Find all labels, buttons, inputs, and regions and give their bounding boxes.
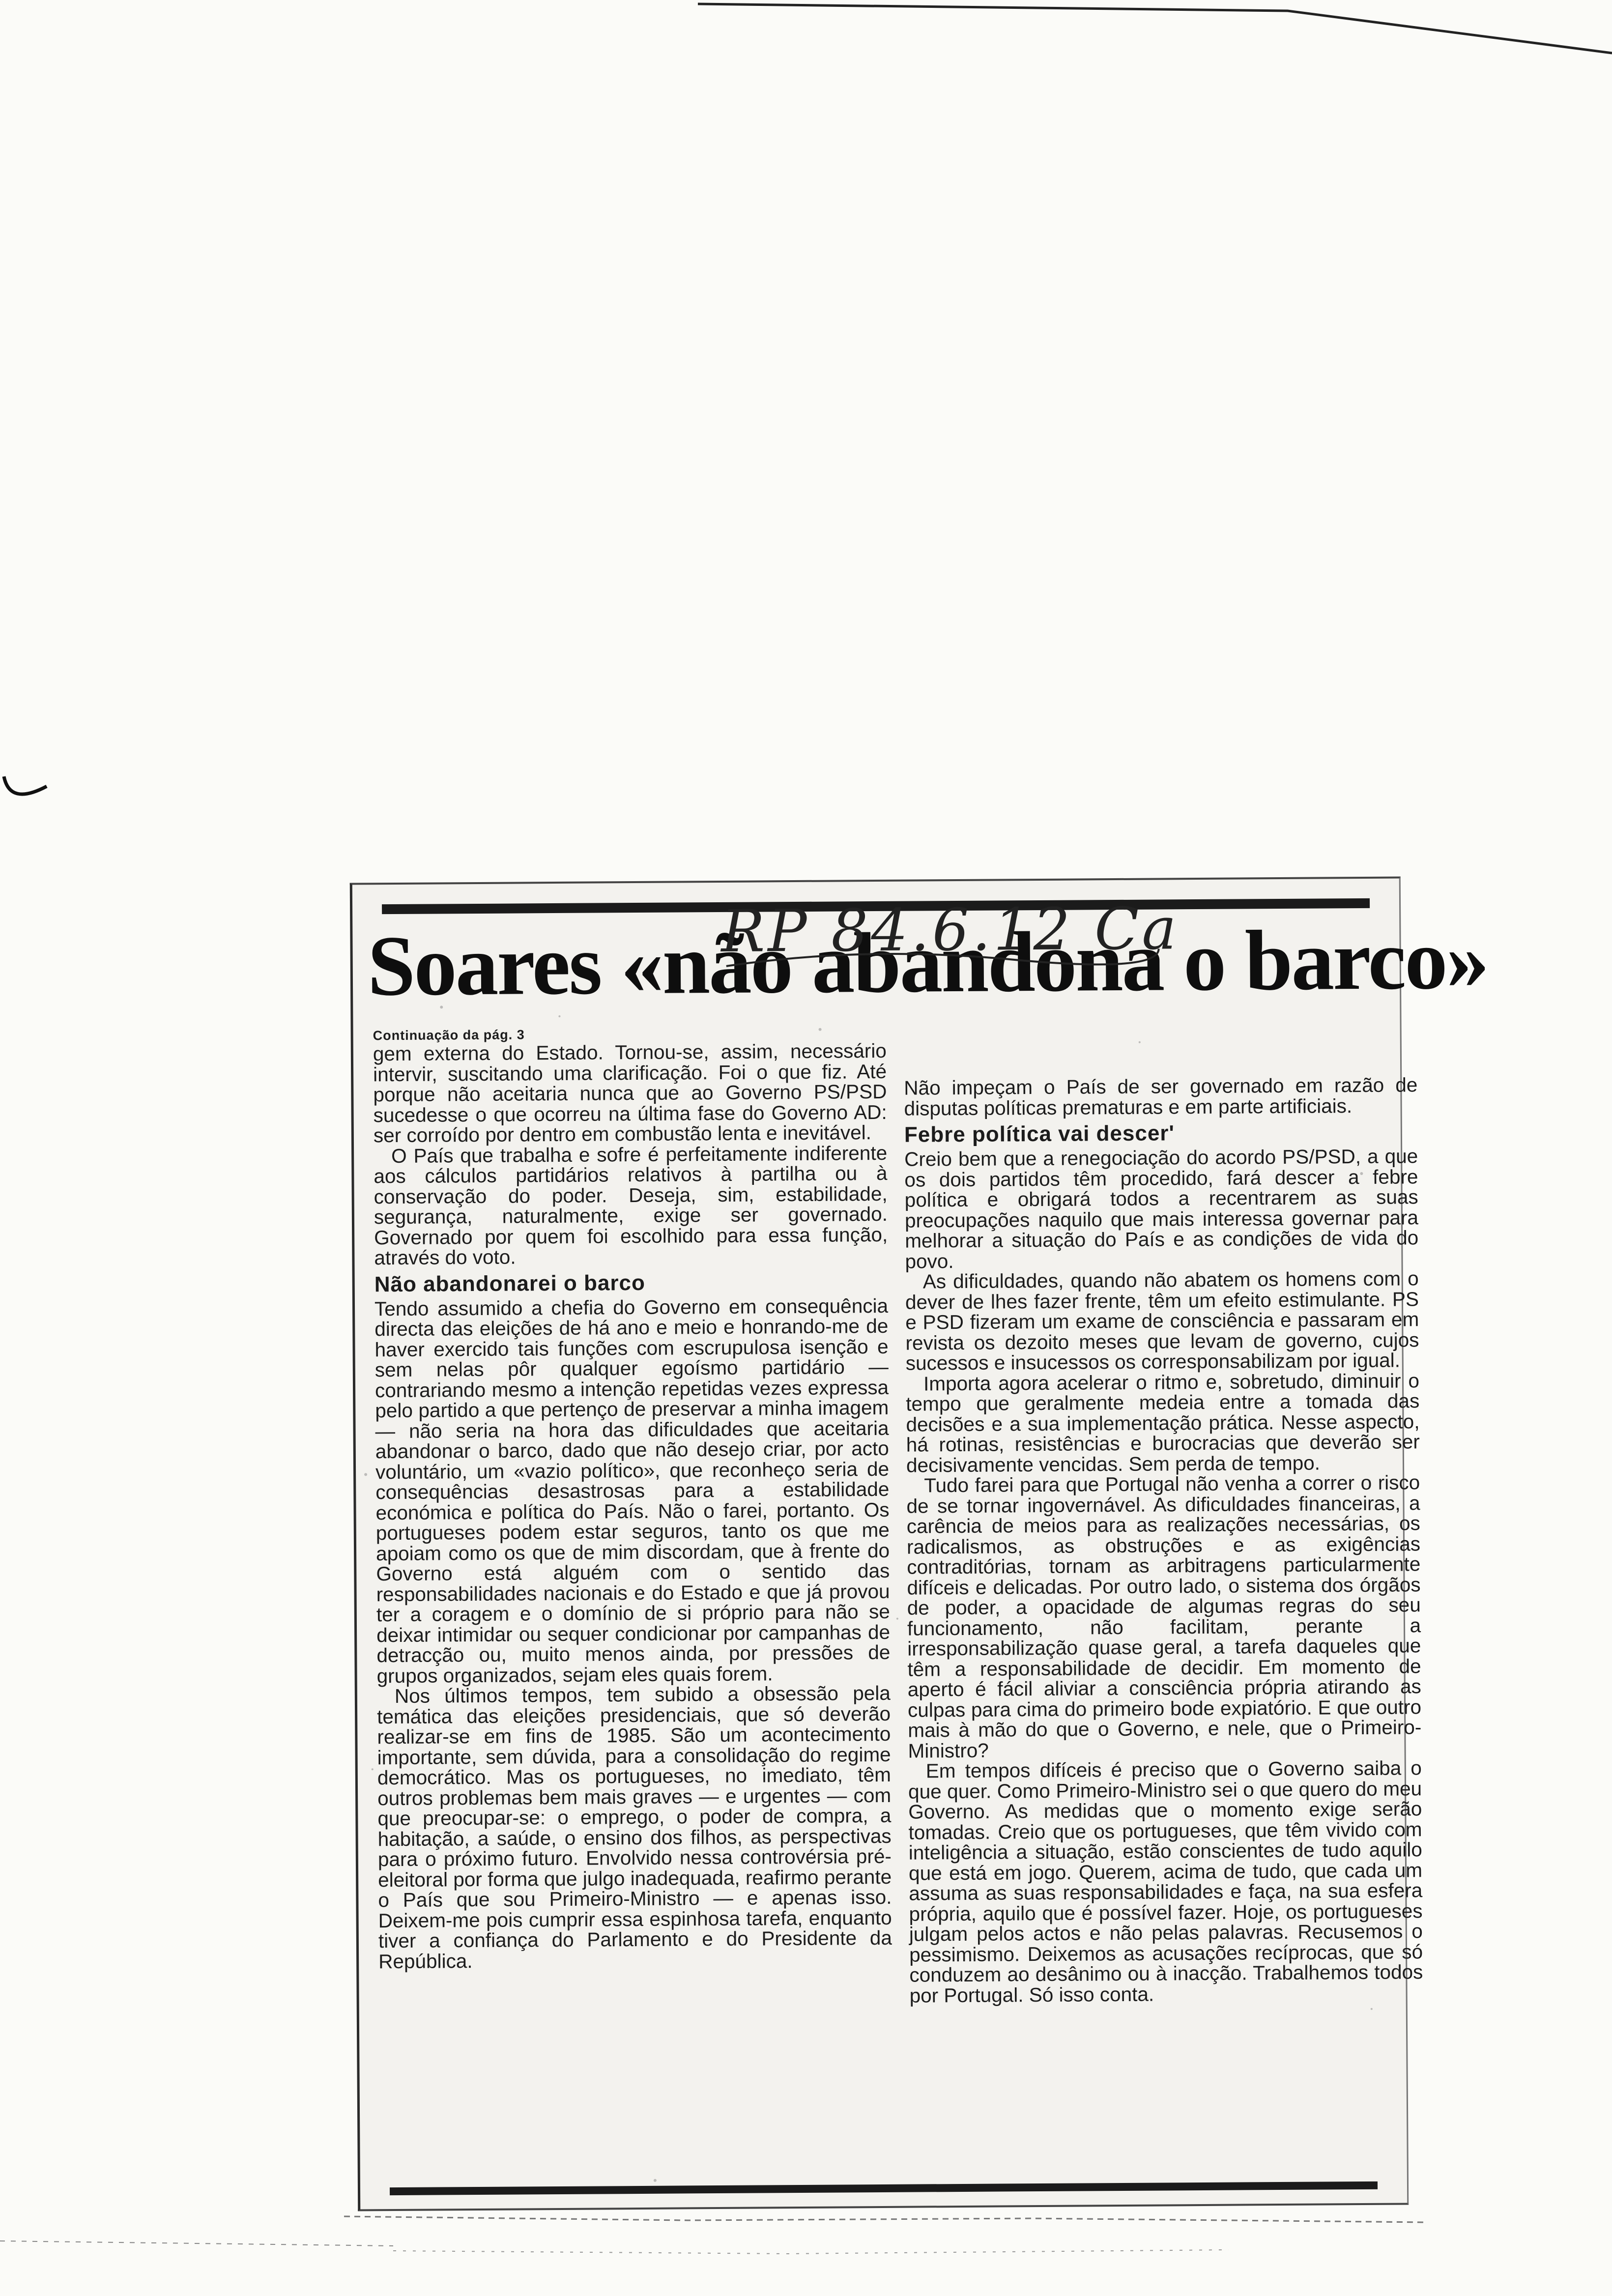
subheading: Não abandonarei o barco bbox=[374, 1270, 646, 1296]
svg-text:RP 84.6.12 Cart: RP 84.6.12 Cart bbox=[720, 894, 1174, 965]
paragraph: Nos últimos tempos, tem subido a obsessão pela temática das eleições presidenciais, que só deverão realizar-se em fins de 1985. São um acontecimento importante, sem dúvida, para a consolidação do regime democrático. Mas os portugueses, no imediato, têm outros problemas bem mais graves — e urgentes — com que preocupar-se: o emprego, o poder de compra, a habitação, a saúde, o ensino dos filhos, as perspectivas para o próximo futuro. Envolvido nessa controvérsia pré-eleitoral por forma que julgo inadequada, reafirmo perante o País que sou Primeiro-Ministro — e apenas isso. Deixem-me pois cumprir essa espinhosa tarefa, enquanto tiver a confiança do Parlamento e do Presidente da República. bbox=[376, 1681, 892, 1973]
paragraph: Importa agora acelerar o ritmo e, sobretudo, diminuir o tempo que geralmente medeia entre a tomada das decisões e a sua implementação prática. Nesse aspecto, há rotinas, resistências e burocracias que deverão ser decisivamente vencidas. Sem perda de tempo. bbox=[906, 1369, 1420, 1477]
left-column bbox=[373, 1024, 892, 1972]
headline: Soares «não abandona o barco» bbox=[367, 911, 1488, 1014]
paragraph: gem externa do Estado. Tornou-se, assim, necessário intervir, suscitando uma clarificação. Foi o que fiz. Até porque não aceitaria nunca que ao Governo PS/PSD sucedesse o que ocorreu na última fase do Governo AD: ser corroído por dentro em combustão lenta e inevitável. bbox=[373, 1039, 887, 1147]
handwritten-annotation bbox=[716, 890, 1174, 991]
paragraph: Em tempos difíceis é preciso que o Governo saiba o que quer. Como Primeiro-Ministro sei o que quero do meu Governo. As medidas que o momento exige serão tomadas. Creio que os portugueses, que têm vivido com inteligência a situação, estão conscientes de tudo aquilo que está em jogo. Querem, acima de tudo, que cada um assuma as suas responsabilidades e faça, na sua esfera própria, aquilo que é possível fazer. Hoje, os portugueses julgam pelos actos e não pelas palavras. Recusemos o pessimismo. Deixemos as acusações recíprocas, que só conduzem ao desânimo ou à inacção. Trabalhemos todos por Portugal. Só isso conta. bbox=[908, 1756, 1423, 2007]
scan-edge-noise-left bbox=[0, 2226, 393, 2266]
margin-mark bbox=[0, 752, 54, 811]
right-column bbox=[904, 1075, 1423, 2006]
paragraph: Tudo farei para que Portugal não venha a correr o risco de se tornar ingovernável. As dificuldades financeiras, a carência de meios para as realizações necessárias, os radicalismos, as obstruções e as exigências contraditórias, tornam as arbitragens particularmente difíceis e delicadas. Por outro lado, o sistema dos órgãos de poder, a opacidade de algumas regras do seu funcionamento, não facilitam, perante a irresponsabilização quase geral, a tarefa daqueles que têm a responsabilidade de decidir. Em momento de aperto é fácil aliviar a consciência própria atirando as culpas para cima do primeiro bode expiatório. E que outro mais à mão do que o Governo, e nele, que o Primeiro-Ministro? bbox=[906, 1471, 1422, 1762]
bottom-rule bbox=[390, 2181, 1378, 2195]
scan-edge-line bbox=[698, 0, 1612, 64]
paragraph: Creio bem que a renegociação do acordo PS/PSD, a que os dois partidos têm procedido, fará descer a febre política e obrigará todos a recentrarem as suas preocupações naquilo que mais interessa governar para melhorar a situação do País e as condições de vida do povo. bbox=[904, 1145, 1419, 1273]
subheading: Febre política vai descer' bbox=[904, 1121, 1175, 1147]
paragraph: Não impeçam o País de ser governado em razão de disputas políticas prematuras e em parte artificiais. bbox=[904, 1073, 1418, 1120]
scan-edge-noise bbox=[344, 2197, 1425, 2270]
continuation-note: Continuação da pág. 3 bbox=[373, 1027, 525, 1043]
paragraph: As dificuldades, quando não abatem os homens com o dever de lhes fazer frente, têm um efeito estimulante. PS e PSD fizeram um exame de consciência e passaram em revista os dezoito meses que levam de governo, cujos sucessos e insucessos os corresponsabilizam por igual. bbox=[905, 1267, 1419, 1375]
paragraph: Tendo assumido a chefia do Governo em consequência directa das eleições de há ano e meio e honrando-me de haver exercido tais funções com escrupulosa isenção e sem nelas pôr qualquer egoísmo partidário — contrariando mesmo a intenção repetidas vezes expressa pelo partido a que pertenço de preservar a minha imagem — não seria na hora das dificuldades que aceitaria abandonar o barco, dado que não desejo criar, por acto voluntário, um «vazio político», que reconheço seria de consequências desastrosas para a estabilidade económica e política do País. Não o farei, portanto. Os portugueses podem estar seguros, tanto os que me apoiam como os que de mim discordam, que à frente do Governo está alguém com o sentido das responsabilidades nacionais e do Estado e que já provou ter a coragem e o domínio de si próprio para não se deixar intimidar ou sequer condicionar por campanhas de detracção ou, muito menos ainda, por pressões de grupos organizados, sejam eles quais forem. bbox=[374, 1294, 891, 1687]
newspaper-clipping bbox=[350, 876, 1488, 2211]
paragraph: O País que trabalha e sofre é perfeitamente indiferente aos cálculos partidários relativos à partilha ou à conservação do poder. Deseja, sim, estabilidade, segurança, naturalmente, exige ser governado. Governado por quem foi escolhido para essa função, através do voto. bbox=[374, 1141, 888, 1269]
